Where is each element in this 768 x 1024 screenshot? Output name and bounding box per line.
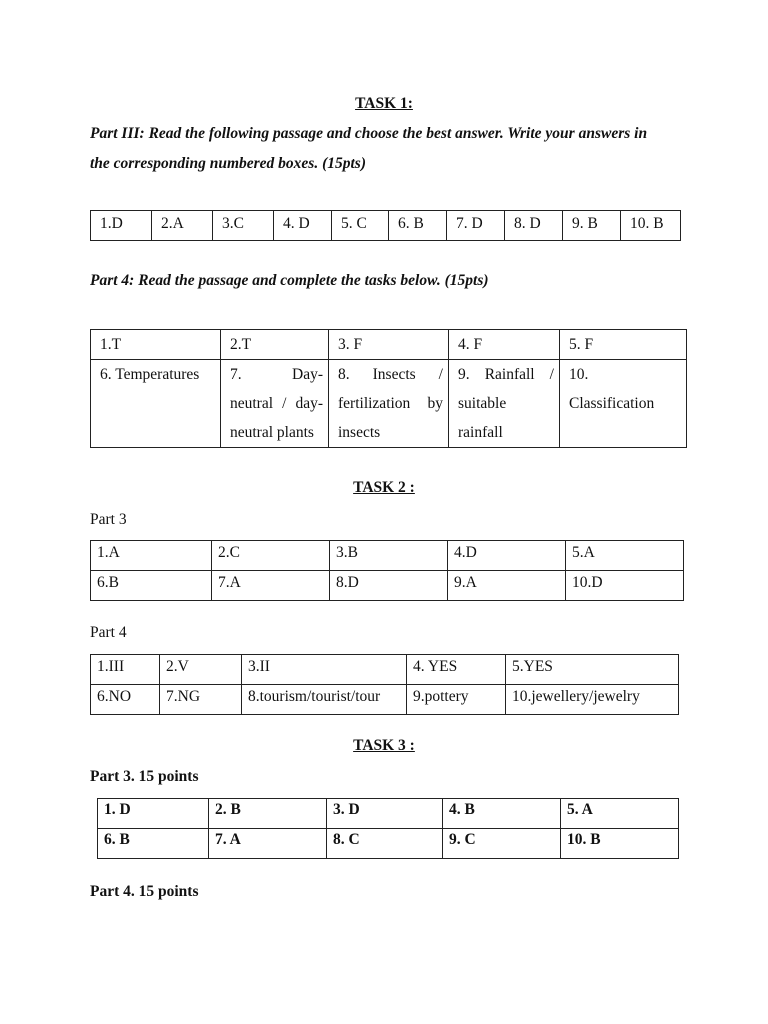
- answer-cell: 4. B: [443, 799, 561, 829]
- answer-cell: 1.T: [91, 330, 221, 360]
- answer-cell: 6.B: [91, 571, 212, 601]
- task2-heading: TASK 2 :: [353, 479, 415, 496]
- cell-line: fertilization by: [338, 395, 443, 412]
- cell-line: rainfall: [458, 424, 503, 441]
- cell-line: 7. Day-: [230, 366, 323, 383]
- task1-part4-answer-table: [90, 329, 687, 448]
- task1-part3-instruction-line1: Part III: Read the following passage and choose the best answer. Write your answers in: [90, 125, 648, 142]
- answer-cell: 5. A: [561, 799, 679, 829]
- answer-cell: 10.jewellery/jewelry: [506, 685, 679, 715]
- table-row: [98, 799, 679, 829]
- cell-line: 9. Rainfall /: [458, 366, 554, 383]
- cell-line: insects: [338, 424, 381, 441]
- task3-part4-label: Part 4. 15 points: [90, 883, 199, 900]
- answer-cell: 2. B: [209, 799, 327, 829]
- answer-cell: [449, 360, 560, 448]
- answer-cell: 6.NO: [91, 685, 160, 715]
- answer-cell: 9.A: [448, 571, 566, 601]
- table-row: [91, 211, 681, 241]
- task2-part4-label: Part 4: [90, 624, 127, 641]
- task1-part4-title: Part 4: Read the passage and complete the tasks below. (15pts): [90, 272, 489, 289]
- task1-heading: TASK 1:: [355, 95, 413, 112]
- answer-cell: 7. D: [447, 211, 505, 241]
- answer-cell: [91, 360, 221, 448]
- answer-cell: 8.D: [330, 571, 448, 601]
- answer-cell: 4. D: [274, 211, 332, 241]
- answer-cell: [221, 360, 329, 448]
- cell-line: Classification: [569, 395, 655, 412]
- answer-cell: 5. F: [560, 330, 687, 360]
- answer-cell: 3. F: [329, 330, 449, 360]
- task2-part3-answer-table: [90, 540, 684, 601]
- answer-cell: 5.A: [566, 541, 684, 571]
- task3-part3-label: Part 3. 15 points: [90, 768, 199, 785]
- answer-cell: 8.tourism/tourist/tour: [242, 685, 407, 715]
- answer-cell: 1. D: [98, 799, 209, 829]
- table-row: [91, 330, 687, 360]
- task1-part3-instruction-line2: the corresponding numbered boxes. (15pts): [90, 155, 366, 172]
- answer-cell: 6. B: [98, 829, 209, 859]
- answer-cell: 9. B: [563, 211, 621, 241]
- answer-cell: 3.II: [242, 655, 407, 685]
- table-row: [91, 685, 679, 715]
- answer-cell: 4. YES: [407, 655, 506, 685]
- answer-cell: 2.V: [160, 655, 242, 685]
- answer-cell: 3.C: [213, 211, 274, 241]
- answer-cell: 1.III: [91, 655, 160, 685]
- answer-cell: 10.D: [566, 571, 684, 601]
- answer-cell: 7.NG: [160, 685, 242, 715]
- answer-cell: 5. C: [332, 211, 389, 241]
- cell-line: suitable: [458, 395, 507, 412]
- answer-cell: 9. C: [443, 829, 561, 859]
- answer-cell: 7.A: [212, 571, 330, 601]
- answer-cell: 4.D: [448, 541, 566, 571]
- answer-cell: 10. B: [561, 829, 679, 859]
- answer-cell: 2.C: [212, 541, 330, 571]
- cell-line: neutral / day-: [230, 395, 323, 412]
- cell-line: 10.: [569, 366, 589, 383]
- answer-cell: 1.D: [91, 211, 152, 241]
- answer-cell: 10. B: [621, 211, 681, 241]
- task2-part3-label: Part 3: [90, 511, 127, 528]
- answer-cell: 5.YES: [506, 655, 679, 685]
- table-row: [91, 541, 684, 571]
- task2-part4-answer-table: [90, 654, 679, 715]
- answer-cell: 6. B: [389, 211, 447, 241]
- cell-line: 8. Insects /: [338, 366, 443, 383]
- answer-cell: [560, 360, 687, 448]
- answer-cell: 4. F: [449, 330, 560, 360]
- task3-heading: TASK 3 :: [353, 737, 415, 754]
- answer-cell: 3. D: [327, 799, 443, 829]
- cell-line: 6. Temperatures: [100, 366, 200, 383]
- answer-cell: 2.T: [221, 330, 329, 360]
- answer-cell: 8. D: [505, 211, 563, 241]
- answer-cell: 2.A: [152, 211, 213, 241]
- answer-cell: 8. C: [327, 829, 443, 859]
- answer-cell: 1.A: [91, 541, 212, 571]
- table-row: [91, 655, 679, 685]
- table-row: [98, 829, 679, 859]
- task1-part3-answer-table: [90, 210, 681, 241]
- table-row: [91, 571, 684, 601]
- answer-cell: 3.B: [330, 541, 448, 571]
- task3-part3-answer-table: [97, 798, 679, 859]
- answer-cell: 9.pottery: [407, 685, 506, 715]
- answer-cell: 7. A: [209, 829, 327, 859]
- table-row: [91, 360, 687, 448]
- answer-cell: [329, 360, 449, 448]
- cell-line: neutral plants: [230, 424, 314, 441]
